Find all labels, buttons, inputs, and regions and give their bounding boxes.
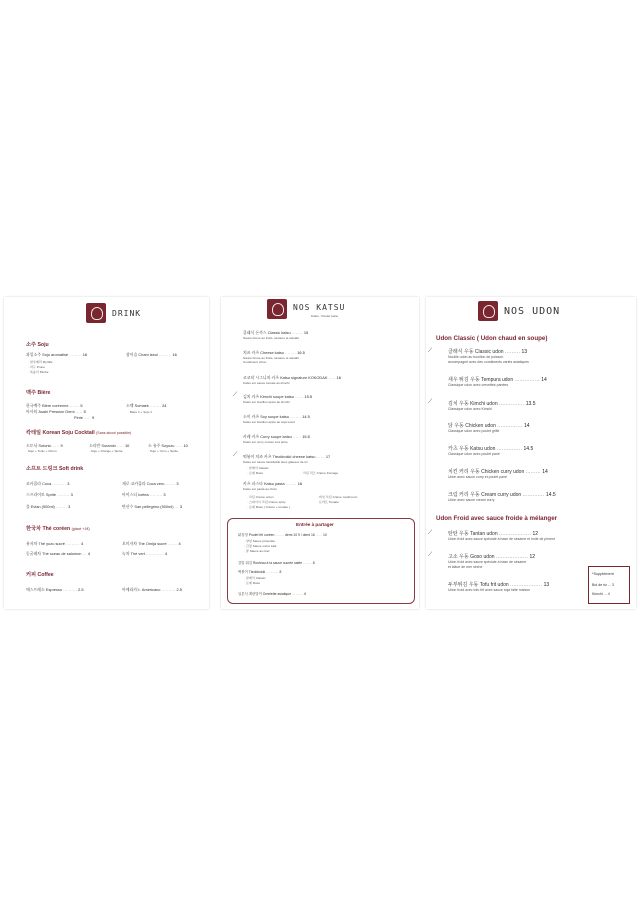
menu-option: · 로제 Rosé: [247, 471, 263, 475]
menu-item: 클래식 돈까스 Classic katsu ........ 15: [243, 330, 309, 335]
menu-item-desc: Udon froid avec sauce spéciale à base de sésame: [448, 560, 527, 564]
menu-option: · 클래식 Classic: [244, 576, 266, 580]
menu-item: 녹차 Thé vert ............. 4: [122, 551, 168, 556]
menu-item: 카레 카츠 Curry soupe katsu ...... 15.5: [243, 434, 310, 439]
flavor-option: · 알루베리 Myrtille: [28, 360, 53, 364]
menu-item: 닭강정 Poulet frit coréen ....... demi 10 9 / demi 16 ..... 10: [238, 533, 327, 537]
menu-item: 소맥 Somaek ........ 24: [126, 403, 167, 408]
signature-mark-icon: ⟋: [428, 552, 433, 558]
signature-mark-icon: ⟋: [428, 399, 433, 405]
menu-item: 새우 튀김 우동 Tempura udon ............... 14: [448, 377, 547, 383]
menu-item-desc: Classique udon avec crevettes panées: [448, 383, 509, 387]
menu-item: 아이스티 Icetea ......... 3: [122, 492, 166, 497]
signature-mark-icon: ⟋: [428, 348, 433, 354]
supplement-item: Kimchi ... 4: [592, 592, 610, 596]
menu-item: 김치 카츠 Kimchi soupe katsu ...... 15.5: [243, 394, 312, 399]
menu-item-desc: · Soju + Yuzu + Sprite: [148, 449, 179, 453]
menu-item: 떡볶이 Tteokbokki .......... 8: [238, 570, 282, 574]
menu-item-desc: Katsu sur curry coréen à la poire: [243, 440, 288, 444]
menu-item-desc: Condiment citron: [243, 360, 267, 364]
supplement-title: *Supplément: [592, 572, 614, 576]
menu-item-desc: Katsu sur bouillon épicé au kimchi: [243, 400, 290, 404]
udon-classic-section-title: Udon Classic ( Udon chaud en soupe): [436, 335, 548, 342]
menu-item: 소이 카츠 Soy soupe katsu ........ 14.5: [243, 414, 310, 419]
flavor-option: · 복숭아 Pêche: [28, 370, 49, 374]
menu-item-desc: Udon avec sauce cream curry: [448, 498, 495, 502]
menu-item: 소토닉 Sotonic ..... 9: [26, 443, 63, 448]
entree-box: [227, 518, 415, 604]
menu-option: · 간장 Sauce sucré salé: [244, 544, 277, 548]
menu-item-desc: Classique udon avec poulet grillé: [448, 429, 500, 433]
soju-section-title: 소주 Soju: [26, 342, 49, 348]
menu-item-desc: Katsu sur pasta au choix: [243, 487, 277, 491]
menu-item: 고소 우동 Goso udon ................... 12: [448, 554, 536, 560]
katsu-brand-title: NOS KATSU: [293, 303, 346, 312]
menu-item-desc: Katsu sur sauce tomate au kimchi: [243, 381, 290, 385]
udon-brand-title: NOS UDON: [504, 306, 561, 317]
menu-option: · 로제 Rosé: [244, 581, 260, 585]
signature-mark-icon: ⟋: [233, 452, 238, 458]
menu-option: · 클래식 Classic: [247, 466, 269, 470]
menu-item: 두부튀김 우동 Tofu frit udon ................... 13: [448, 582, 550, 588]
beer-section-title: 맥주 Bière: [26, 390, 51, 396]
menu-item-desc: Katsu sur bouillon épicé au soja sucré: [243, 420, 296, 424]
entree-section-title: Entrée à partager: [296, 522, 334, 527]
menu-item: 한국맥주 Bière coréenne ....... 5: [26, 403, 83, 408]
menu-item: 코카콜라 Coca .......... 3: [26, 481, 70, 486]
menu-item: 오미자차 Thé Omija sucré ....... 4: [122, 541, 181, 546]
menu-option: · 꿀 Sauce au miel: [244, 549, 270, 553]
signature-mark-icon: ⟋: [233, 392, 238, 398]
menu-item-desc: accompagné avec des condiments variés asiatiques: [448, 360, 529, 364]
menu-item-desc: · Soju + Orange + Sprite: [89, 449, 123, 453]
cocktail-section-title: 칵테일 Korean Soju Cocktail (Sans alcool possible): [26, 430, 132, 436]
menu-item: 카츠 파스타 Katsu pasta ........ 16: [243, 481, 303, 486]
menu-option: · 크림 치즈 Crème fromage: [301, 471, 339, 475]
menu-item-desc: et laitue de mer sèche: [448, 565, 483, 569]
restaurant-logo-icon: [478, 301, 498, 321]
drink-menu-panel: [4, 297, 209, 609]
menu-option: · 스파이시 크림 Crème spicy: [247, 500, 286, 504]
menu-item-desc: Udon avec sauce curry et poulet pané: [448, 475, 507, 479]
udon-menu-panel: [426, 297, 636, 609]
menu-item: 과일소주 Soju aromatisé ......... 16: [26, 352, 88, 357]
menu-item: 김밥 튀김 Rouleau à la sauce sucrée salée ....... 8: [238, 561, 315, 565]
menu-item: 클래식 우동 Classic udon ......... 13: [448, 349, 528, 355]
menu-item-desc: Sauce brune au fruits, sésame et wasabi: [243, 336, 299, 340]
menu-item: 김치 우동 Kimchi udon ............... 13.5: [448, 401, 536, 407]
menu-option: · 토마토 Tomate: [317, 500, 339, 504]
menu-item: 스프라이트 Sprite ......... 3: [26, 492, 73, 497]
udon-cold-section-title: Udon Froid avec sauce froide à mélanger: [436, 515, 558, 522]
menu-item: 둥굴레차 Thé sceau de salomon ... 4: [26, 551, 90, 556]
menu-item: 탄산수 San pellegrino (500ml) ... 3: [122, 504, 183, 509]
menu-item: 탄탄 우동 Tantan udon ................... 12: [448, 531, 539, 537]
menu-item: 소 유주 Soyuzu ..... 10: [148, 443, 188, 448]
menu-item: 아메리카노 Americano .......... 2.5: [122, 587, 182, 592]
katsu-subtitle: Katsu : Poulet pané: [311, 314, 339, 318]
menu-item: 카츠 우동 Katsu udon ............... 14.5: [448, 446, 534, 452]
drink-brand-title: DRINK: [112, 309, 142, 318]
supplement-item: Bol de riz ... 3: [592, 583, 614, 587]
menu-item: 크림 커리 우동 Cream curry udon ............. 14.5: [448, 492, 556, 498]
menu-item: 코코닥 시그니처 카츠 Katsu signature KOKODAK ..... 16: [243, 375, 341, 380]
menu-item-desc: Classique udon avec poulet pané: [448, 452, 500, 456]
menu-item: 닭 우동 Chicken udon ............... 14: [448, 423, 530, 429]
menu-item: Pinte ..... 9: [74, 415, 95, 420]
menu-item: 유자차 Thé yuzu sucré .......... 4: [26, 541, 84, 546]
menu-item: 떡볶이 치즈 카츠 Tteokbokki cheese katsu ...... 17: [243, 454, 331, 459]
tea-section-title: 한국차 Thé coréen (glacé +1€): [26, 526, 90, 532]
menu-item-desc: Katsu sur sauce tteokbokki avec gâteaux de riz: [243, 460, 308, 464]
menu-item-desc: Udon froid avec tofu frit avec sauce soja faite maison: [448, 588, 531, 592]
menu-item-desc: · Bière 2 + Soju 1: [128, 410, 152, 414]
restaurant-logo-icon: [267, 299, 287, 319]
menu-option: · 버섯 크림 Crème mushroom: [317, 495, 358, 499]
restaurant-logo-icon: [86, 303, 106, 323]
menu-item: 일본식 계란말이 Omelette asiatique ......... 6: [238, 592, 307, 596]
menu-item: 소라만 Soramin ..... 10: [89, 443, 130, 448]
menu-item-desc: Nouille udon au bouillon de poisson: [448, 355, 504, 359]
menu-item-desc: · Soju + Tonic + Citron: [26, 449, 57, 453]
signature-mark-icon: ⟋: [428, 530, 433, 536]
menu-item: 제로 코카콜라 Coca zero ....... 3: [122, 481, 179, 486]
flavor-option: · 자두 Prune: [28, 365, 45, 369]
menu-item: 에스프레소 Espresso .......... 2.5: [26, 587, 84, 592]
soft-drink-section-title: 소프트 드링크 Soft drink: [26, 466, 84, 472]
menu-item: 물 Evian (500ml) ........ 3: [26, 504, 71, 509]
menu-item-desc: Sauce brune au fruits, sésame et wasabi: [243, 356, 299, 360]
menu-item: 치즈 카츠 Cheese katsu ........ 16.5: [243, 350, 305, 355]
menu-option: · 양념 Sauce pimentée: [244, 539, 276, 543]
menu-item: 아사히 Asahi Pression Demi ..... 5: [26, 409, 86, 414]
menu-item-desc: Udon froid avec sauce spéciale à base de sésame et huile de piment: [448, 537, 555, 541]
menu-item: 참이슬 Cham iseul ......... 16: [126, 352, 177, 357]
menu-item-desc: Classique udon avec Kimchi: [448, 407, 492, 411]
coffee-section-title: 커피 Coffee: [26, 572, 54, 578]
supplement-box: [588, 566, 630, 604]
menu-option: · 크림 Crème onion: [247, 495, 274, 499]
menu-option: · 로제 Rosé ( Crème + tomate ): [247, 505, 290, 509]
menu-item: 치킨 커리 우동 Chicken curry udon ......... 14: [448, 469, 548, 475]
